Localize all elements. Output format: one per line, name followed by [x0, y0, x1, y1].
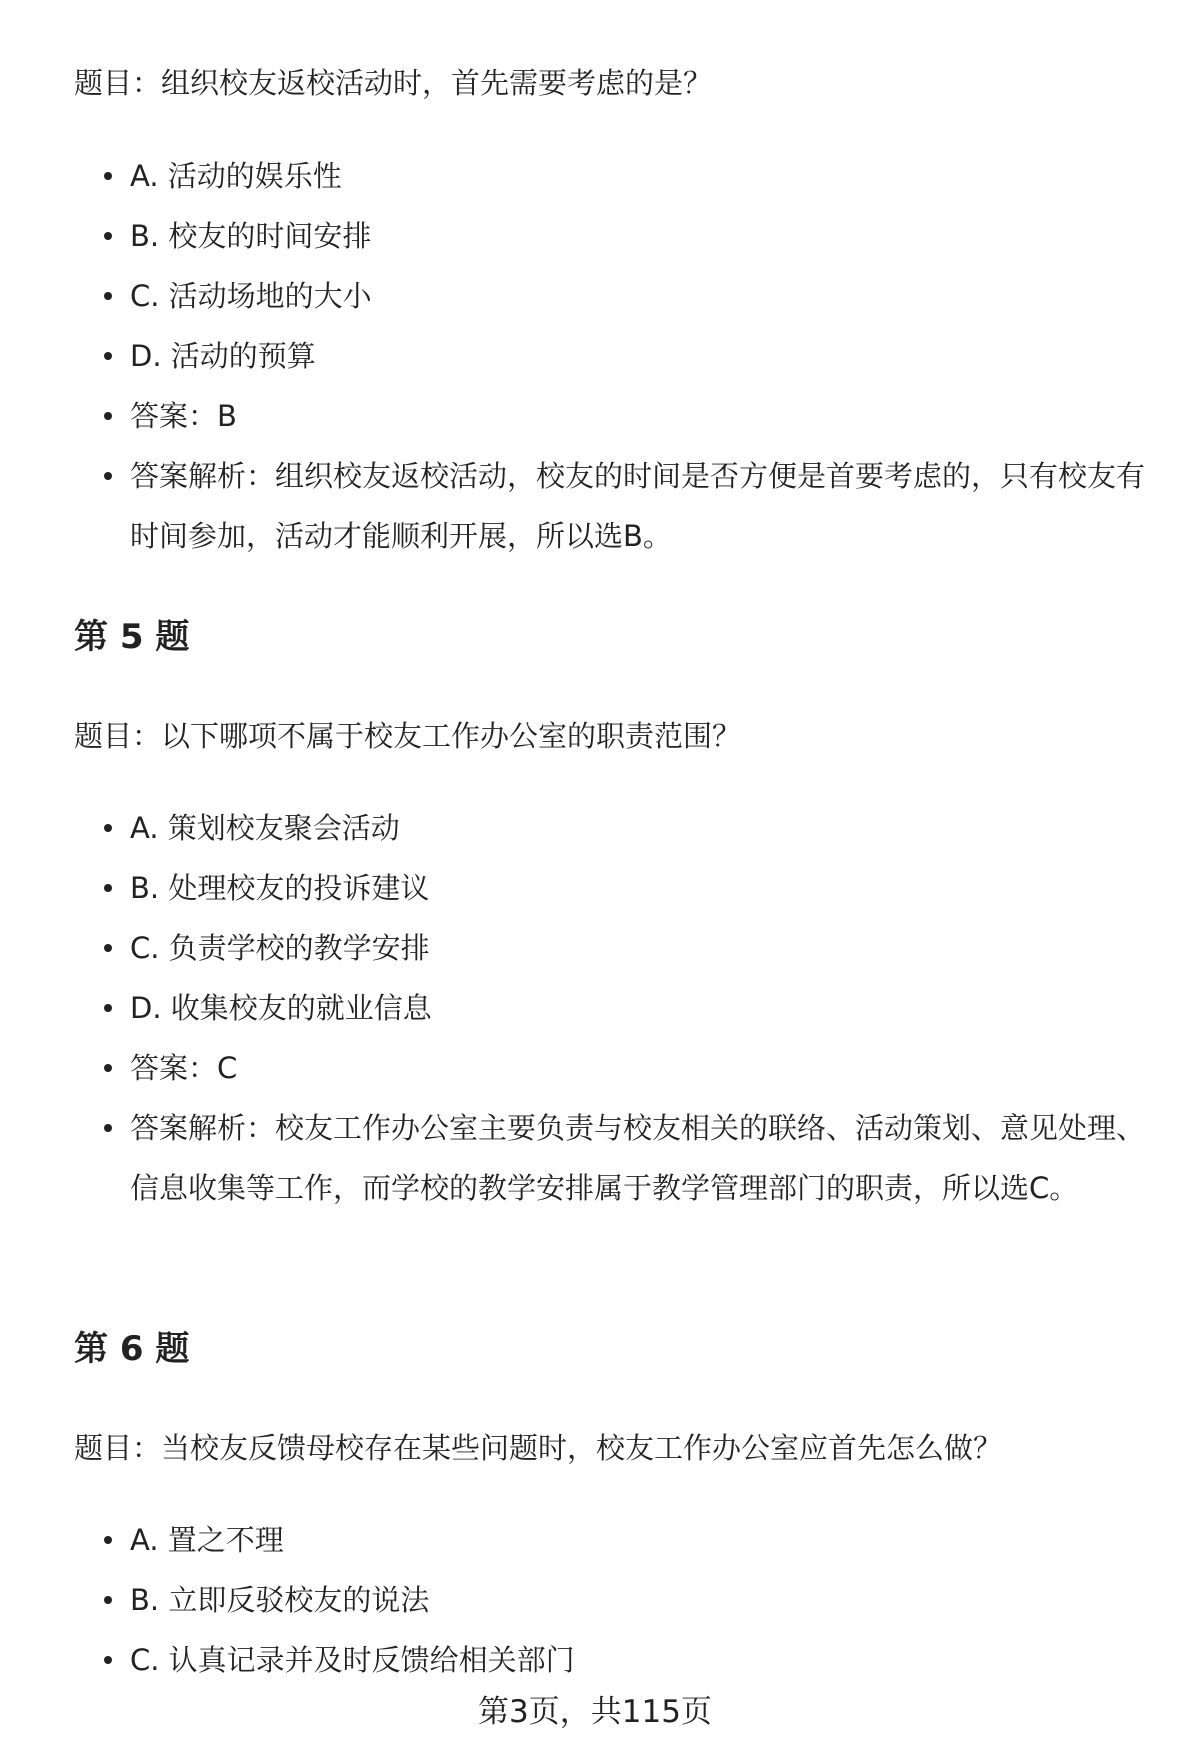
- list-item: [0, 1038, 1190, 1098]
- q4-answer: 答案：B: [130, 399, 237, 433]
- list-item: [0, 146, 1190, 206]
- q6-option-b: B. 立即反驳校友的说法: [130, 1583, 430, 1617]
- bullet-icon: [104, 1596, 112, 1604]
- bullet-icon: [104, 232, 112, 240]
- bullet-icon: [104, 352, 112, 360]
- list-item: [0, 1098, 1154, 1218]
- list-item: [0, 1630, 1190, 1690]
- q6-option-c: C. 认真记录并及时反馈给相关部门: [130, 1643, 575, 1677]
- list-item: [0, 206, 1190, 266]
- q5-option-c: C. 负责学校的教学安排: [130, 931, 430, 965]
- q5-option-a: A. 策划校友聚会活动: [130, 811, 400, 845]
- bullet-icon: [104, 1124, 112, 1132]
- list-item: [0, 978, 1190, 1038]
- list-item: [0, 918, 1190, 978]
- q4-option-a: A. 活动的娱乐性: [130, 159, 342, 193]
- q5-analysis: 答案解析：校友工作办公室主要负责与校友相关的联络、活动策划、意见处理、信息收集等工作，而学校的教学安排属于教学管理部门的职责，所以选C。: [130, 1111, 1146, 1205]
- bullet-icon: [104, 1004, 112, 1012]
- page-number: 第3页，共115页: [478, 1694, 712, 1730]
- list-item: [0, 266, 1190, 326]
- q5-heading: 第 5 题: [74, 617, 190, 657]
- bullet-icon: [104, 824, 112, 832]
- q6-stem: 题目：当校友反馈母校存在某些问题时，校友工作办公室应首先怎么做？: [74, 1431, 1003, 1465]
- q6-option-list: [0, 1510, 1190, 1690]
- list-item: [0, 446, 1154, 566]
- q5-option-d: D. 收集校友的就业信息: [130, 991, 432, 1025]
- q4-option-b: B. 校友的时间安排: [130, 219, 372, 253]
- q5-stem: 题目：以下哪项不属于校友工作办公室的职责范围？: [74, 719, 742, 753]
- bullet-icon: [104, 1656, 112, 1664]
- q5-option-list: [0, 798, 1190, 1218]
- bullet-icon: [104, 412, 112, 420]
- q5-answer: 答案：C: [130, 1051, 238, 1085]
- q4-analysis: 答案解析：组织校友返校活动，校友的时间是否方便是首要考虑的，只有校友有时间参加，活动才能顺利开展，所以选B。: [130, 459, 1146, 553]
- list-item: [0, 1510, 1190, 1570]
- q4-option-c: C. 活动场地的大小: [130, 279, 372, 313]
- bullet-icon: [104, 1064, 112, 1072]
- bullet-icon: [104, 172, 112, 180]
- list-item: [0, 386, 1190, 446]
- q6-heading: 第 6 题: [74, 1329, 190, 1369]
- list-item: [0, 798, 1190, 858]
- q4-option-list: [0, 146, 1190, 566]
- bullet-icon: [104, 472, 112, 480]
- bullet-icon: [104, 944, 112, 952]
- bullet-icon: [104, 884, 112, 892]
- list-item: [0, 1570, 1190, 1630]
- q6-option-a: A. 置之不理: [130, 1523, 284, 1557]
- bullet-icon: [104, 292, 112, 300]
- q4-stem: 题目：组织校友返校活动时，首先需要考虑的是？: [74, 66, 713, 100]
- q5-option-b: B. 处理校友的投诉建议: [130, 871, 430, 905]
- bullet-icon: [104, 1536, 112, 1544]
- list-item: [0, 858, 1190, 918]
- list-item: [0, 326, 1190, 386]
- q4-option-d: D. 活动的预算: [130, 339, 316, 373]
